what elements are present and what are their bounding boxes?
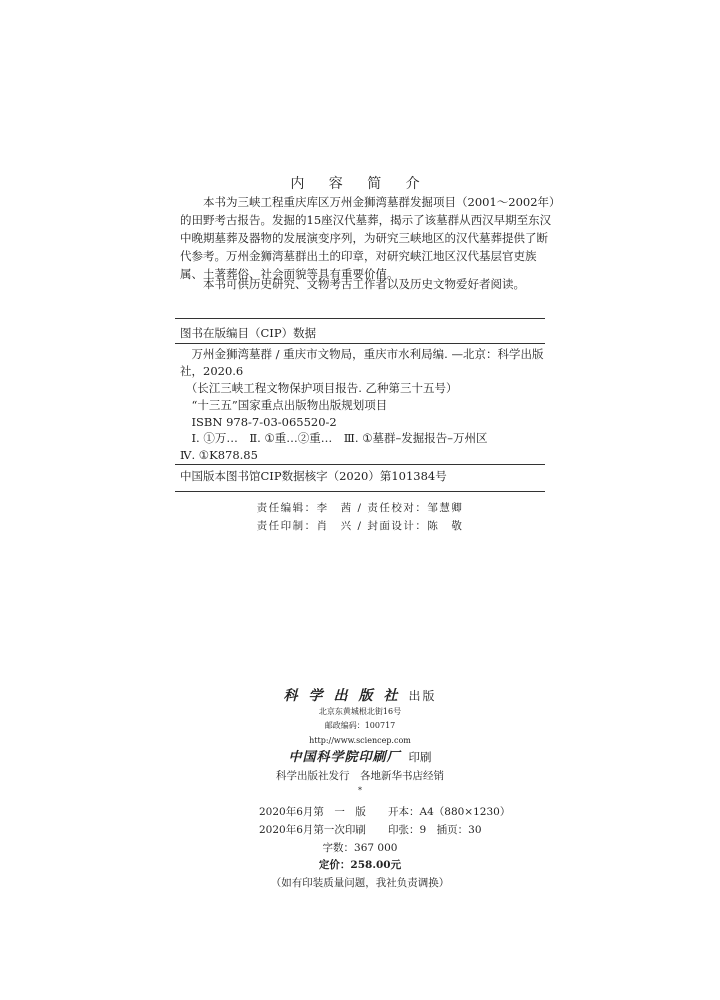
spec-words: 字数：367 000 xyxy=(322,842,398,854)
publisher-url: http://www.sciencep.com xyxy=(309,736,411,745)
spec-sheets: 印张：9 插页：30 xyxy=(388,824,482,836)
publisher-name xyxy=(0,685,720,705)
printer-logo-text: 中国科学院印刷厂 xyxy=(288,750,401,765)
summary-line: 本书可供历史研究、文物考古工作者以及历史文物爱好者阅读。 xyxy=(180,277,525,291)
spec-format: 开本：A4（880×1230） xyxy=(388,806,511,818)
credits-line-2: 责任印制：肖 兴 / 封面设计：陈 敬 xyxy=(256,520,464,532)
summary-line: 属、土著葬俗、社会面貌等具有重要价值。 xyxy=(180,267,399,281)
cip-line: “十三五”国家重点出版物出版规划项目 xyxy=(180,398,388,412)
printer-name xyxy=(0,746,720,765)
publisher-postcode: 邮政编码：100717 xyxy=(324,721,396,730)
cip-line: ISBN 978-7-03-065520-2 xyxy=(180,415,337,429)
divider xyxy=(175,491,545,492)
cip-class-line: Ⅳ. ①K878.85 xyxy=(180,448,258,462)
printer-suffix: 印刷 xyxy=(408,750,432,764)
summary-paragraph-1 xyxy=(180,193,561,283)
publisher-logo-text: 科学出版社 xyxy=(283,688,409,704)
summary-paragraph-2 xyxy=(180,275,540,293)
credits-line-1: 责任编辑：李 茜 / 责任校对：邹慧卿 xyxy=(256,502,464,514)
publisher-suffix: 出版 xyxy=(408,689,437,703)
spec-printing: 2020年6月第一次印刷 xyxy=(259,824,366,836)
separator-star: * xyxy=(358,786,362,795)
cip-classification xyxy=(180,430,488,464)
summary-line: 中晚期墓葬及器物的发展演变序列，为研究三峡地区的汉代墓葬提供了断 xyxy=(180,231,548,245)
cip-block xyxy=(180,346,544,431)
divider xyxy=(175,343,545,344)
cip-line: 社，2020.6 xyxy=(180,364,244,378)
distribution-line: 科学出版社发行 各地新华书店经销 xyxy=(276,770,444,782)
quality-notice: （如有印装质量问题，我社负责调换） xyxy=(270,877,450,889)
cip-line: （长江三峡工程文物保护项目报告. 乙种第三十五号） xyxy=(180,381,458,395)
cip-class-line: Ⅰ. ①万… Ⅱ. ①重…②重… Ⅲ. ①墓群–发掘报告–万州区 xyxy=(180,431,488,445)
spec-edition: 2020年6月第 一 版 xyxy=(259,806,366,818)
cip-heading: 图书在版编目（CIP）数据 xyxy=(180,326,317,340)
cip-line: 万州金狮湾墓群 / 重庆市文物局，重庆市水利局编. —北京：科学出版 xyxy=(180,347,544,361)
summary-line: 本书为三峡工程重庆库区万州金狮湾墓群发掘项目（2001～2002年） xyxy=(180,195,561,209)
spec-price: 定价：258.00元 xyxy=(318,859,402,871)
summary-title: 内 容 简 介 xyxy=(290,176,430,192)
cip-record: 中国版本图书馆CIP数据核字（2020）第101384号 xyxy=(180,469,447,483)
publisher-address: 北京东黄城根北街16号 xyxy=(318,707,402,716)
summary-line: 代参考。万州金狮湾墓群出土的印章，对研究峡江地区汉代基层官吏族 xyxy=(180,249,537,263)
divider xyxy=(175,318,545,319)
divider xyxy=(175,464,545,465)
summary-line: 的田野考古报告。发掘的15座汉代墓葬，揭示了该墓群从西汉早期至东汉 xyxy=(180,213,552,227)
